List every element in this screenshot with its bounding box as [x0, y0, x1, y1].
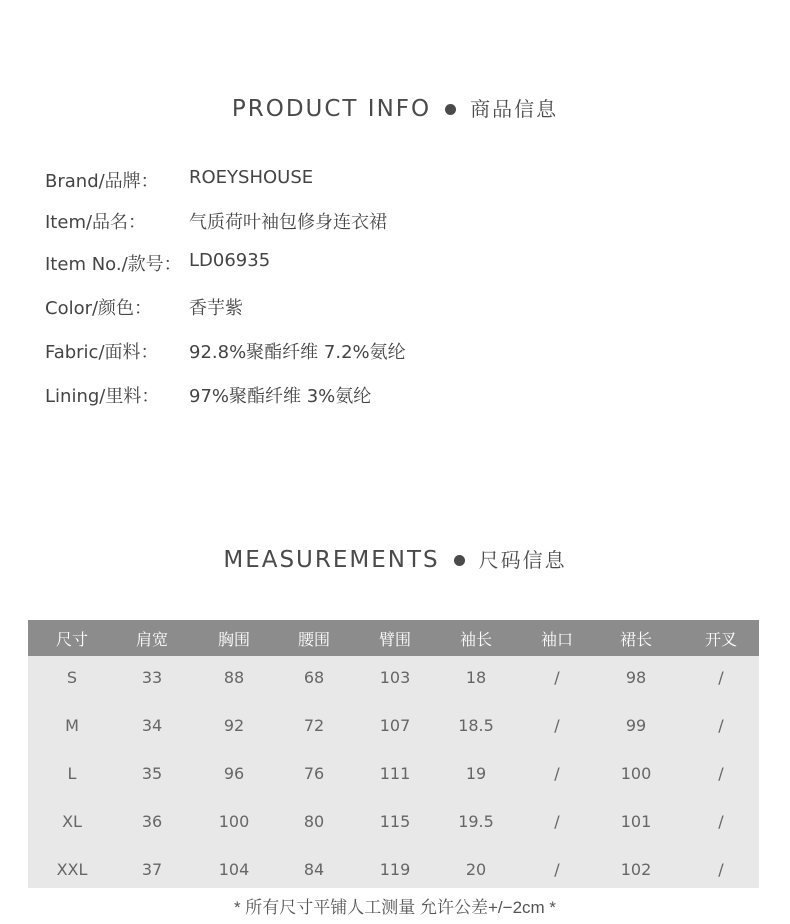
- table-header-cell: 袖长: [459, 630, 492, 649]
- table-cell: 35: [141, 764, 163, 783]
- table-cell: 34: [141, 716, 163, 735]
- table-cell: 88: [223, 668, 245, 687]
- table-cell: 68: [303, 668, 325, 687]
- table-cell: 33: [141, 668, 163, 687]
- table-cell: 72: [303, 716, 325, 735]
- info-key: Color/颜色：: [45, 298, 153, 319]
- table-cell: /: [718, 764, 724, 783]
- product-info-title: [0, 93, 790, 122]
- table-cell: /: [554, 716, 560, 735]
- table-cell: XXL: [56, 860, 88, 879]
- info-key: Lining/里料：: [45, 386, 160, 407]
- table-cell: 115: [379, 812, 411, 831]
- table-cell: 98: [625, 668, 647, 687]
- info-key: Item No./款号：: [45, 254, 182, 275]
- info-key: Brand/品牌：: [45, 171, 159, 192]
- table-cell: 102: [620, 860, 652, 879]
- table-header-cell: 臂围: [378, 630, 411, 649]
- table-cell: 103: [379, 668, 411, 687]
- table-cell: /: [554, 764, 560, 783]
- measurements-title-en: MEASUREMENTS: [223, 547, 440, 573]
- table-cell: /: [718, 668, 724, 687]
- table-header-cell: 腰围: [297, 630, 330, 649]
- table-cell: XL: [62, 812, 82, 831]
- info-value: LD06935: [189, 250, 271, 271]
- table-cell: 18.5: [458, 716, 494, 735]
- info-key: Item/品名：: [45, 212, 147, 233]
- measurement-note: * 所有尺寸平铺人工测量 允许公差+/−2cm *: [233, 898, 557, 917]
- table-cell: 96: [223, 764, 245, 783]
- table-header-cell: 胸围: [217, 630, 250, 649]
- info-value: 香芋紫: [189, 298, 243, 319]
- table-header-cell: 尺寸: [55, 630, 88, 649]
- table-cell: 101: [620, 812, 652, 831]
- table-header-cell: 肩宽: [135, 630, 168, 649]
- size-table: [28, 620, 759, 888]
- table-cell: 37: [141, 860, 163, 879]
- table-cell: 92: [223, 716, 245, 735]
- table-cell: S: [66, 668, 78, 687]
- table-cell: 119: [379, 860, 411, 879]
- table-cell: 36: [141, 812, 163, 831]
- table-header-cell: 裙长: [619, 630, 652, 649]
- table-cell: M: [65, 716, 79, 735]
- table-cell: /: [718, 812, 724, 831]
- info-value: 97%聚酯纤维 3%氨纶: [189, 386, 372, 407]
- table-cell: /: [554, 860, 560, 879]
- table-cell: 111: [379, 764, 411, 783]
- table-header-cell: 开叉: [704, 630, 737, 649]
- table-cell: 20: [465, 860, 487, 879]
- measurements-title: [0, 544, 790, 573]
- table-cell: 80: [303, 812, 325, 831]
- info-value: 气质荷叶袖包修身连衣裙: [189, 212, 387, 233]
- table-cell: 19.5: [458, 812, 494, 831]
- table-cell: 84: [303, 860, 325, 879]
- table-cell: 107: [379, 716, 411, 735]
- table-cell: /: [554, 668, 560, 687]
- table-cell: /: [718, 860, 724, 879]
- table-cell: 19: [465, 764, 487, 783]
- table-cell: /: [554, 812, 560, 831]
- info-value: ROEYSHOUSE: [189, 167, 314, 188]
- table-cell: /: [718, 716, 724, 735]
- table-cell: 100: [620, 764, 652, 783]
- bullet-dot-icon: [454, 555, 465, 566]
- info-key: Fabric/面料：: [45, 342, 159, 363]
- bullet-dot-icon: [445, 104, 456, 115]
- table-cell: 18: [465, 668, 487, 687]
- table-cell: 99: [625, 716, 647, 735]
- size-table-header: [28, 620, 759, 656]
- info-value: 92.8%聚酯纤维 7.2%氨纶: [189, 342, 406, 363]
- table-cell: 104: [218, 860, 250, 879]
- table-header-cell: 袖口: [540, 630, 573, 649]
- table-cell: 100: [218, 812, 250, 831]
- product-info-title-cn: 商品信息: [470, 97, 559, 121]
- measurements-title-cn: 尺码信息: [478, 548, 567, 572]
- table-cell: 76: [303, 764, 325, 783]
- table-cell: L: [67, 764, 77, 783]
- product-info-title-en: PRODUCT INFO: [231, 96, 432, 122]
